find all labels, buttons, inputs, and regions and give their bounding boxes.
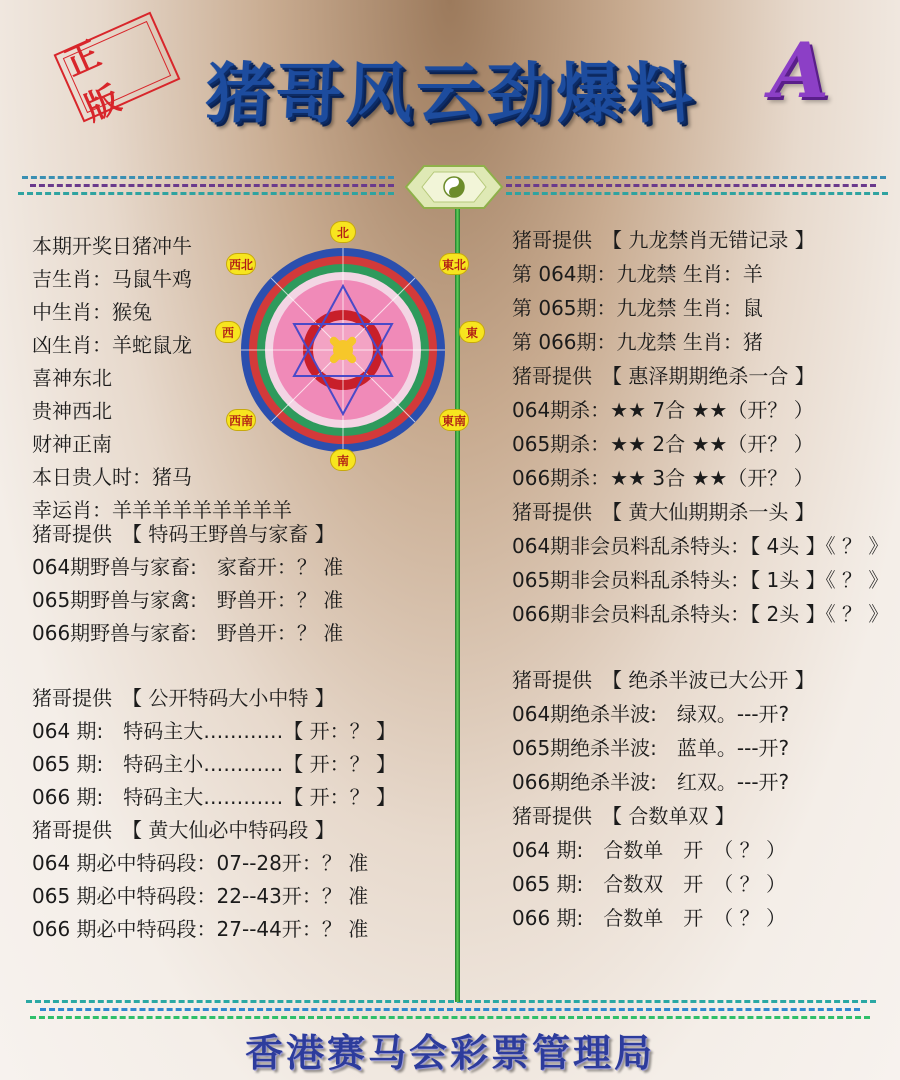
info-line: 本日贵人时：猪马 (32, 465, 192, 489)
info-line: 凶生肖：羊蛇鼠龙 (32, 333, 192, 357)
direction-badge: 西南 (226, 409, 256, 431)
section-header: 猪哥提供 【 合数单双 】 (512, 804, 735, 828)
direction-badge: 北 (330, 221, 356, 243)
direction-badge: 東南 (439, 409, 469, 431)
section-header: 猪哥提供 【 惠泽期期绝杀一合 】 (512, 364, 815, 388)
section-row: 066期野兽与家畜: 野兽开：？ 准 (32, 621, 344, 645)
direction-badge: 南 (330, 449, 356, 471)
fortune-wheel (234, 226, 452, 476)
section-row: 065期野兽与家禽: 野兽开：？ 准 (32, 588, 344, 612)
direction-badge: 東 (459, 321, 485, 343)
footer-organization: 香港赛马会彩票管理局 (244, 1030, 655, 1075)
section-header: 猪哥提供 【 特码王野兽与家畜 】 (32, 522, 335, 546)
section-row: 064 期: 特码主大…………【 开：？ 】 (32, 719, 396, 743)
section-row: 第 065期：九龙禁 生肖：鼠 (512, 296, 763, 320)
section-row: 064期绝杀半波: 绿双。---开? (512, 702, 790, 726)
info-line: 喜神东北 (32, 366, 112, 390)
section-row: 066期绝杀半波: 红双。---开? (512, 770, 790, 794)
bagua-emblem-icon (404, 162, 504, 212)
section-header: 猪哥提供 【 绝杀半波已大公开 】 (512, 668, 815, 692)
section-row: 第 064期：九龙禁 生肖：羊 (512, 262, 763, 286)
section-header: 猪哥提供 【 九龙禁肖无错记录 】 (512, 228, 815, 252)
info-line: 贵神西北 (32, 399, 112, 423)
info-line: 幸运肖：羊羊羊羊羊羊羊羊羊 (32, 498, 292, 522)
section-row: 064 期: 合数单 开 （ ？ ） (512, 838, 786, 862)
section-row: 066期非会员料乱杀特头：【 2头 】《 ？ 》 (512, 602, 889, 626)
section-row: 064期非会员料乱杀特头：【 4头 】《 ？ 》 (512, 534, 889, 558)
section-row: 066期杀：★★ 3合 ★★（开？ ） (512, 466, 814, 490)
section-row: 064期杀：★★ 7合 ★★（开？ ） (512, 398, 814, 422)
info-line: 财神正南 (32, 432, 112, 456)
section-row: 066 期: 合数单 开 （ ？ ） (512, 906, 786, 930)
page-title: 猪哥风云劲爆料 (202, 54, 700, 133)
section-row: 065 期: 合数双 开 （ ？ ） (512, 872, 786, 896)
section-row: 065期绝杀半波: 蓝单。---开? (512, 736, 790, 760)
center-pole (455, 196, 460, 1002)
section-row: 064期野兽与家畜: 家畜开：？ 准 (32, 555, 344, 579)
section-row: 066 期必中特码段：27--44开：？ 准 (32, 917, 369, 941)
section-row: 第 066期：九龙禁 生肖：猪 (512, 330, 763, 354)
direction-badge: 西北 (226, 253, 256, 275)
official-stamp (54, 12, 181, 130)
section-row: 064 期必中特码段：07--28开：？ 准 (32, 851, 369, 875)
section-header: 猪哥提供 【 黄大仙期期杀一头 】 (512, 500, 815, 524)
info-line: 吉生肖：马鼠牛鸡 (32, 267, 192, 291)
direction-badge: 東北 (439, 253, 469, 275)
direction-badge: 西 (215, 321, 241, 343)
section-row: 065期杀：★★ 2合 ★★（开？ ） (512, 432, 814, 456)
section-row: 065期非会员料乱杀特头：【 1头 】《 ？ 》 (512, 568, 889, 592)
section-row: 065 期必中特码段：22--43开：？ 准 (32, 884, 369, 908)
section-row: 065 期: 特码主小…………【 开：？ 】 (32, 752, 396, 776)
info-line: 中生肖：猴兔 (32, 300, 152, 324)
section-row: 066 期: 特码主大…………【 开：？ 】 (32, 785, 396, 809)
edition-letter: A (770, 26, 829, 115)
info-line: 本期开奖日猪冲牛 (32, 234, 192, 258)
stamp-text: 正 版 (59, 31, 132, 130)
section-header: 猪哥提供 【 黄大仙必中特码段 】 (32, 818, 335, 842)
section-header: 猪哥提供 【 公开特码大小中特 】 (32, 686, 335, 710)
